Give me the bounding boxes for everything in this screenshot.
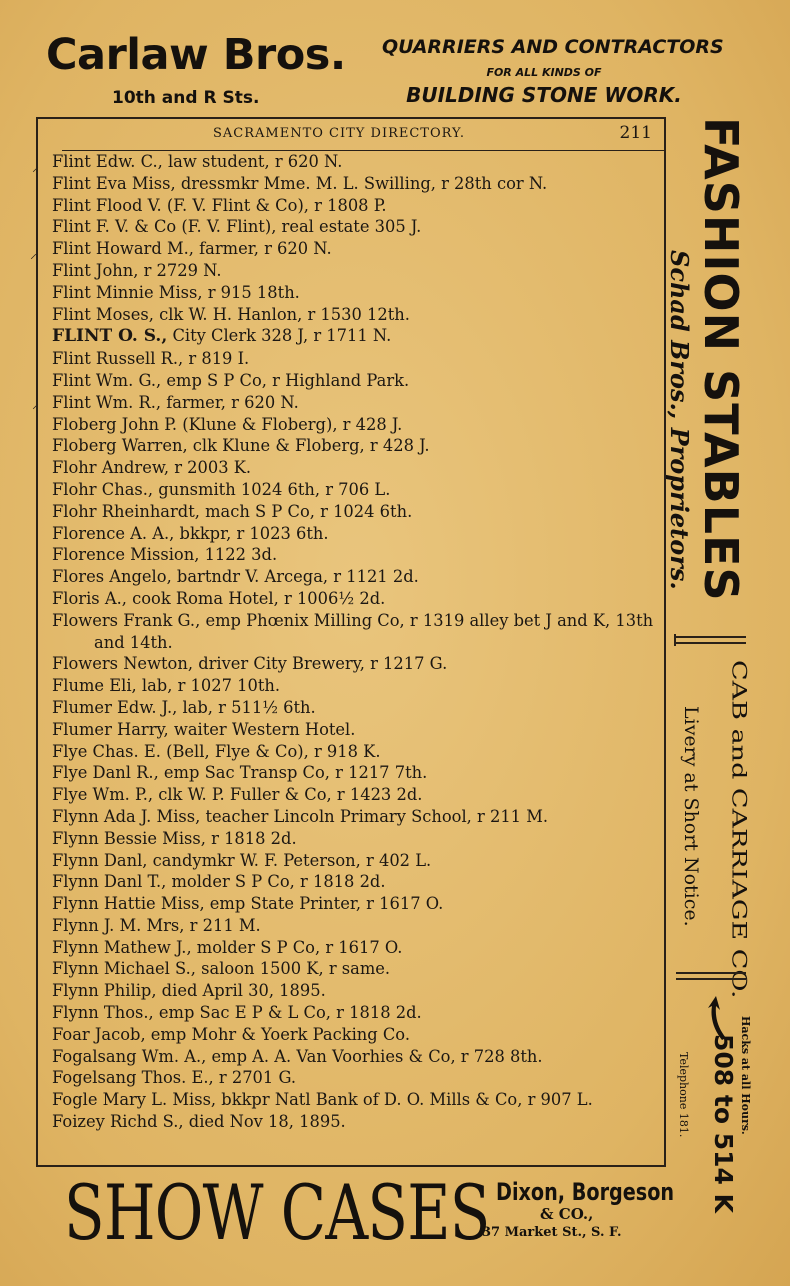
bold-entry-detail: City Clerk 328 J, r 1711 N. bbox=[172, 326, 392, 346]
directory-entry: Flint Minnie Miss, r 915 18th. bbox=[52, 282, 300, 302]
footer-ad-company-co: & CO., bbox=[540, 1205, 594, 1223]
directory-entry: Flumer Harry, waiter Western Hotel. bbox=[52, 719, 356, 739]
directory-entry: Flye Wm. P., clk W. P. Fuller & Co, r 1423 2d. bbox=[52, 785, 423, 805]
directory-entry-bold bbox=[52, 325, 658, 348]
bold-entry-name: FLINT O. S., bbox=[52, 326, 168, 347]
directory-entry: Flye Chas. E. (Bell, Flye & Co), r 918 K. bbox=[52, 741, 381, 761]
directory-entry: Flume Eli, lab, r 1027 10th. bbox=[52, 676, 281, 696]
side-ad-address: 508 to 514 K bbox=[709, 1034, 738, 1213]
side-ad-divider bbox=[676, 978, 746, 980]
directory-entry: Florence Mission, 1122 3d. bbox=[52, 545, 278, 565]
directory-entry: Fogelsang Thos. E., r 2701 G. bbox=[52, 1068, 297, 1088]
directory-entry: Flumer Edw. J., lab, r 511½ 6th. bbox=[52, 697, 316, 717]
side-ad-livery: Livery at Short Notice. bbox=[680, 706, 702, 927]
directory-entries bbox=[52, 151, 658, 1133]
running-head bbox=[38, 124, 658, 146]
footer-ad-headline: SHOW CASES bbox=[64, 1168, 490, 1257]
directory-entry: Floris A., cook Roma Hotel, r 1006½ 2d. bbox=[52, 588, 386, 608]
directory-entry: Flint Howard M., farmer, r 620 N. bbox=[52, 239, 332, 259]
directory-entry: Flynn J. M. Mrs, r 211 M. bbox=[52, 915, 261, 935]
directory-entry: Flint Moses, clk W. H. Hanlon, r 1530 12th. bbox=[52, 304, 410, 324]
header-ad-address: 10th and R Sts. bbox=[112, 88, 260, 108]
directory-entry: Flowers Newton, driver City Brewery, r 1217 G. bbox=[52, 654, 448, 674]
header-ad-name: Carlaw Bros. bbox=[46, 30, 346, 80]
directory-entry: Flint Wm. G., emp S P Co, r Highland Park. bbox=[52, 370, 410, 390]
directory-entry: Flynn Danl, candymkr W. F. Peterson, r 402 L. bbox=[52, 850, 432, 870]
margin-tick-mark: ⸝ bbox=[32, 396, 39, 412]
directory-entry: Fogalsang Wm. A., emp A. A. Van Voorhies & Co, r 728 8th. bbox=[52, 1046, 543, 1066]
side-ad-fashion-stables: FASHION STABLES bbox=[694, 117, 748, 602]
directory-entry: Flynn Danl T., molder S P Co, r 1818 2d. bbox=[52, 872, 386, 892]
directory-entry: Flynn Hattie Miss, emp State Printer, r 1617 O. bbox=[52, 894, 444, 914]
side-ad-hacks: Hacks at all Hours. bbox=[739, 1016, 752, 1135]
directory-entry: Flores Angelo, bartndr V. Arcega, r 1121 2d. bbox=[52, 567, 419, 587]
directory-entry: Fogle Mary L. Miss, bkkpr Natl Bank of D. O. Mills & Co, r 907 L. bbox=[52, 1090, 593, 1110]
directory-entry: Flynn Philip, died April 30, 1895. bbox=[52, 981, 326, 1001]
side-ad-divider bbox=[676, 636, 746, 638]
directory-entry: Flint Flood V. (F. V. Flint & Co), r 1808 P. bbox=[52, 195, 387, 215]
directory-entry: Flye Danl R., emp Sac Transp Co, r 1217 7th. bbox=[52, 763, 428, 783]
directory-entry: Flowers Frank G., emp Phœnix Milling Co, r 1319 alley bet J and K, 13th and 14th. bbox=[52, 610, 654, 652]
directory-entry: Foar Jacob, emp Mohr & Yoerk Packing Co. bbox=[52, 1024, 411, 1044]
side-ad-proprietors: Schad Bros., Proprietors. bbox=[665, 250, 694, 590]
directory-entry: Floberg Warren, clk Klune & Floberg, r 428 J. bbox=[52, 436, 430, 456]
page-number: 211 bbox=[619, 123, 652, 143]
footer-ad-address: 37 Market St., S. F. bbox=[482, 1225, 622, 1240]
directory-entry: Flynn Ada J. Miss, teacher Lincoln Primary School, r 211 M. bbox=[52, 806, 549, 826]
side-ad-divider bbox=[676, 972, 746, 974]
header-ad-line3: BUILDING STONE WORK. bbox=[406, 83, 682, 107]
directory-entry: Flint F. V. & Co (F. V. Flint), real estate 305 J. bbox=[52, 217, 422, 237]
directory-entry: Flohr Rheinhardt, mach S P Co, r 1024 6th. bbox=[52, 501, 413, 521]
directory-entry: Flynn Thos., emp Sac E P & L Co, r 1818 2d. bbox=[52, 1003, 422, 1023]
margin-tick-mark: ⸝ bbox=[30, 246, 37, 262]
side-ad-telephone: Telephone 181. bbox=[677, 1052, 690, 1138]
directory-entry: Flynn Michael S., saloon 1500 K, r same. bbox=[52, 959, 391, 979]
directory-entry: Florence A. A., bkkpr, r 1023 6th. bbox=[52, 523, 329, 543]
margin-tick-mark: ⸝ bbox=[32, 159, 39, 175]
header-ad-line2: FOR ALL KINDS OF bbox=[486, 66, 602, 79]
directory-entry: Flint Wm. R., farmer, r 620 N. bbox=[52, 392, 299, 412]
directory-entry: Floberg John P. (Klune & Floberg), r 428 J. bbox=[52, 414, 403, 434]
header-ad-line1: QUARRIERS AND CONTRACTORS bbox=[382, 36, 724, 58]
directory-entry: Flint Eva Miss, dressmkr Mme. M. L. Swilling, r 28th cor N. bbox=[52, 173, 548, 193]
directory-entry: Flint Russell R., r 819 I. bbox=[52, 349, 250, 369]
directory-entry: Flint Edw. C., law student, r 620 N. bbox=[52, 152, 343, 171]
running-head-title: SACRAMENTO CITY DIRECTORY. bbox=[213, 126, 466, 141]
directory-entry: Flohr Andrew, r 2003 K. bbox=[52, 458, 252, 478]
directory-entry: Flynn Bessie Miss, r 1818 2d. bbox=[52, 828, 297, 848]
directory-entry: Flynn Mathew J., molder S P Co, r 1617 O. bbox=[52, 937, 403, 957]
footer-ad-company: Dixon, Borgeson bbox=[496, 1178, 675, 1206]
directory-entry: Flint John, r 2729 N. bbox=[52, 260, 222, 280]
directory-entry: Flohr Chas., gunsmith 1024 6th, r 706 L. bbox=[52, 479, 391, 499]
side-ad-divider bbox=[676, 642, 746, 644]
side-ad-cab-carriage: CAB and CARRIAGE CO. bbox=[727, 660, 750, 999]
directory-entry: Foizey Richd S., died Nov 18, 1895. bbox=[52, 1112, 346, 1132]
